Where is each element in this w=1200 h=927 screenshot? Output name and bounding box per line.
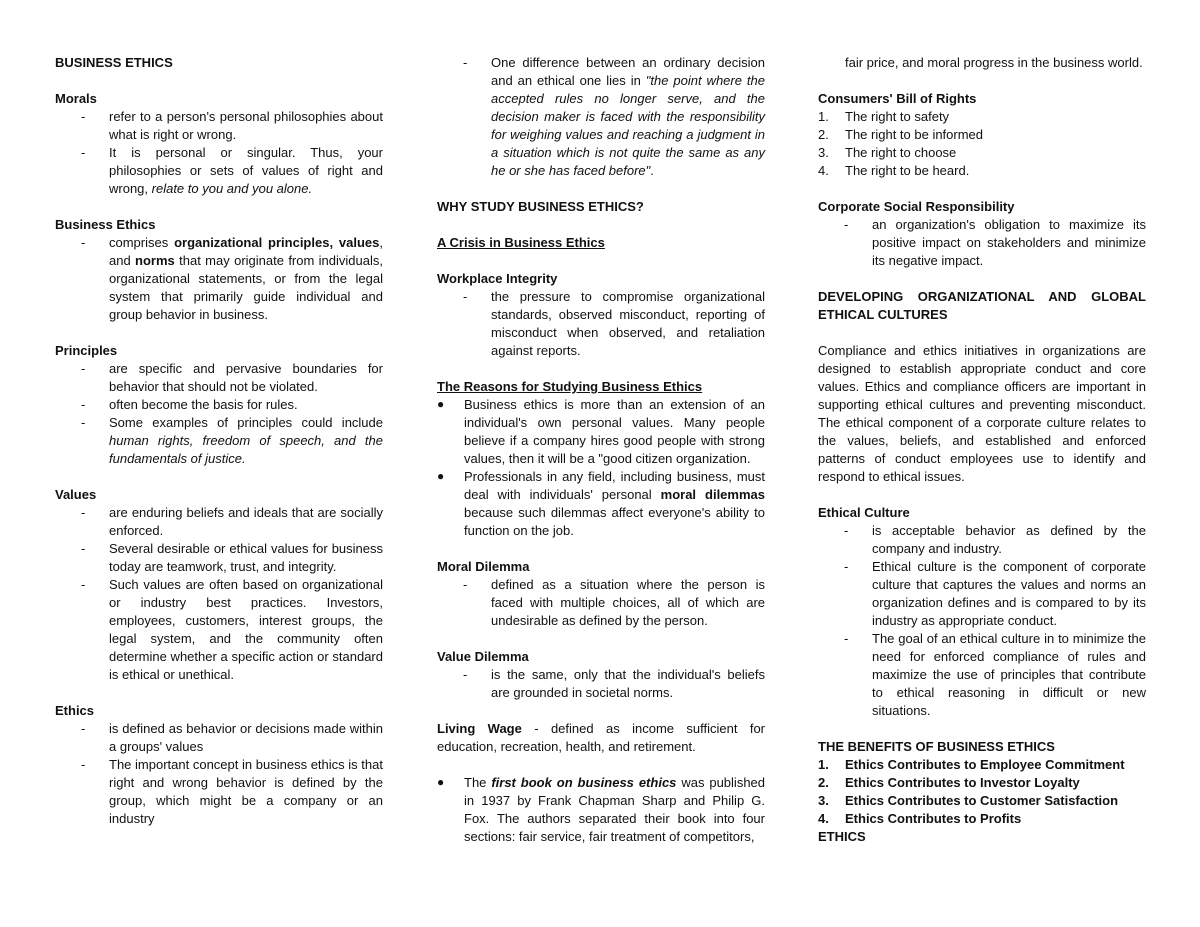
column-middle — [437, 54, 765, 846]
list-item: - comprises organizational principles, values, and norms that may originate from individuals, organizational statements, or from the legal system that primarily guide individual and group behavior in business. — [81, 235, 383, 322]
reasons-heading: The Reasons for Studying Business Ethics — [437, 379, 703, 394]
principles-list — [55, 360, 383, 468]
list-item: - Some examples of principles could include human rights, freedom of speech, and the fundamentals of justice. — [81, 415, 383, 466]
list-item: 4. The right to be heard. — [818, 163, 970, 178]
workplace-heading: Workplace Integrity — [437, 271, 558, 286]
list-item: - The important concept in business ethics is that right and wrong behavior is defined by the group, which might be a company or an industry — [81, 757, 383, 826]
living-wage-paragraph: Living Wage - defined as income sufficient for education, recreation, health, and retirement. — [437, 721, 766, 754]
morals-heading: Morals — [55, 91, 97, 106]
column-left — [55, 54, 383, 828]
continued-text: fair price, and moral progress in the business world. — [845, 55, 1143, 70]
column-right — [818, 54, 1146, 846]
list-item: - often become the basis for rules. — [81, 397, 298, 412]
list-item: - are specific and pervasive boundaries for behavior that should not be violated. — [81, 361, 383, 394]
benefits-list — [818, 756, 1146, 828]
workplace-list — [437, 288, 765, 360]
crisis-heading: A Crisis in Business Ethics — [437, 235, 605, 250]
moral-dilemma-heading: Moral Dilemma — [437, 559, 530, 574]
list-item: - an organization's obligation to maximize its positive impact on stakeholders and minimize its negative impact. — [844, 217, 1146, 268]
consumers-rights-heading: Consumers' Bill of Rights — [818, 91, 977, 106]
compliance-paragraph: Compliance and ethics initiatives in organizations are designed to establish appropriate conduct and core values. Ethics and compliance officers are important in supporting ethical cultures and preventing misconduct. The ethical component of a corporate culture relates to the values, beliefs, and established and enforced patterns of conduct employees use to identify and respond to ethical issues. — [818, 343, 1146, 484]
bullet-icon: ● — [437, 397, 445, 411]
business-ethics-heading: Business Ethics — [55, 217, 156, 232]
csr-list — [818, 216, 1146, 270]
list-item: 1. Ethics Contributes to Employee Commitment — [818, 757, 1125, 772]
difference-list — [437, 54, 765, 180]
list-item: - is defined as behavior or decisions made within a groups' values — [81, 721, 383, 754]
list-item: ● The first book on business ethics was published in 1937 by Frank Chapman Sharp and Philip G. Fox. The authors separated their book into four sections: fair service, fair treatment of competitors, — [437, 775, 766, 844]
values-list — [55, 504, 383, 684]
list-item: ● Professionals in any field, including business, must deal with individuals' personal moral dilemmas because such dilemmas affect everyone's ability to function on the job. — [437, 469, 765, 538]
list-item: - the pressure to compromise organizational standards, observed misconduct, reporting of misconduct when observed, and retaliation against reports. — [463, 289, 765, 358]
list-item: ● Business ethics is more than an extension of an individual's own personal values. Many people believe if a company hires good people with strong values, then it will be a "good citizen organization. — [437, 397, 765, 466]
ethical-culture-heading: Ethical Culture — [818, 505, 910, 520]
principles-heading: Principles — [55, 343, 118, 358]
list-item: - One difference between an ordinary decision and an ethical one lies in "the point where the accepted rules no longer serve, and the decision maker is faced with the responsibility for weighing values and reaching a judgment in a situation which is not quite the same as any he or she has faced before". — [463, 55, 765, 178]
ethical-culture-list — [818, 522, 1146, 720]
value-dilemma-list — [437, 666, 765, 702]
morals-list — [55, 108, 383, 198]
benefits-heading: THE BENEFITS OF BUSINESS ETHICS — [818, 739, 1055, 754]
csr-heading: Corporate Social Responsibility — [818, 199, 1015, 214]
value-dilemma-heading: Value Dilemma — [437, 649, 529, 664]
doc-title: BUSINESS ETHICS — [55, 55, 173, 70]
list-item: - Ethical culture is the component of corporate culture that captures the values and norms an organization defines and is compared to by its industry as appropriate conduct. — [844, 559, 1146, 628]
list-item: 1. The right to safety — [818, 109, 950, 124]
list-item: 4. Ethics Contributes to Profits — [818, 811, 1022, 826]
reasons-list — [437, 396, 765, 540]
list-item: - Several desirable or ethical values for business today are teamwork, trust, and integrity. — [81, 541, 383, 574]
bullet-icon: ● — [437, 469, 445, 483]
list-item: - Such values are often based on organizational or industry best practices. Investors, employees, customers, interest groups, the legal system, and the community often determine whether a specific action or standard is ethical or unethical. — [81, 577, 383, 682]
book-list — [437, 774, 765, 846]
moral-dilemma-list — [437, 576, 765, 630]
ethics-list — [55, 720, 383, 828]
ethics-heading: Ethics — [55, 703, 95, 718]
business-ethics-list — [55, 234, 383, 324]
list-item: - refer to a person's personal philosophies about what is right or wrong. — [81, 109, 383, 142]
list-item: - are enduring beliefs and ideals that are socially enforced. — [81, 505, 383, 538]
rights-list — [818, 108, 1146, 180]
list-item: - is the same, only that the individual's beliefs are grounded in societal norms. — [463, 667, 765, 700]
list-item: - is acceptable behavior as defined by the company and industry. — [844, 523, 1146, 556]
list-item: 3. Ethics Contributes to Customer Satisfaction — [818, 793, 1119, 808]
list-item: 2. The right to be informed — [818, 127, 984, 142]
list-item: - defined as a situation where the person is faced with multiple choices, all of which are undesirable as defined by the person. — [463, 577, 765, 628]
why-study-heading: WHY STUDY BUSINESS ETHICS? — [437, 199, 644, 214]
values-heading: Values — [55, 487, 97, 502]
ethics-footer-heading: ETHICS — [818, 829, 866, 844]
list-item: - The goal of an ethical culture in to minimize the need for enforced compliance of rules and maximize the use of principles that contribute to ethical reasoning in difficult or new situations. — [844, 631, 1146, 718]
list-item: 3. The right to choose — [818, 145, 957, 160]
bullet-icon: ● — [437, 775, 445, 789]
developing-cultures-heading: DEVELOPING ORGANIZATIONAL AND GLOBAL ETHICAL CULTURES — [818, 289, 1146, 322]
list-item: - It is personal or singular. Thus, your philosophies or sets of values of right and wrong, relate to you and you alone. — [81, 145, 383, 196]
list-item: 2. Ethics Contributes to Investor Loyalty — [818, 775, 1080, 790]
